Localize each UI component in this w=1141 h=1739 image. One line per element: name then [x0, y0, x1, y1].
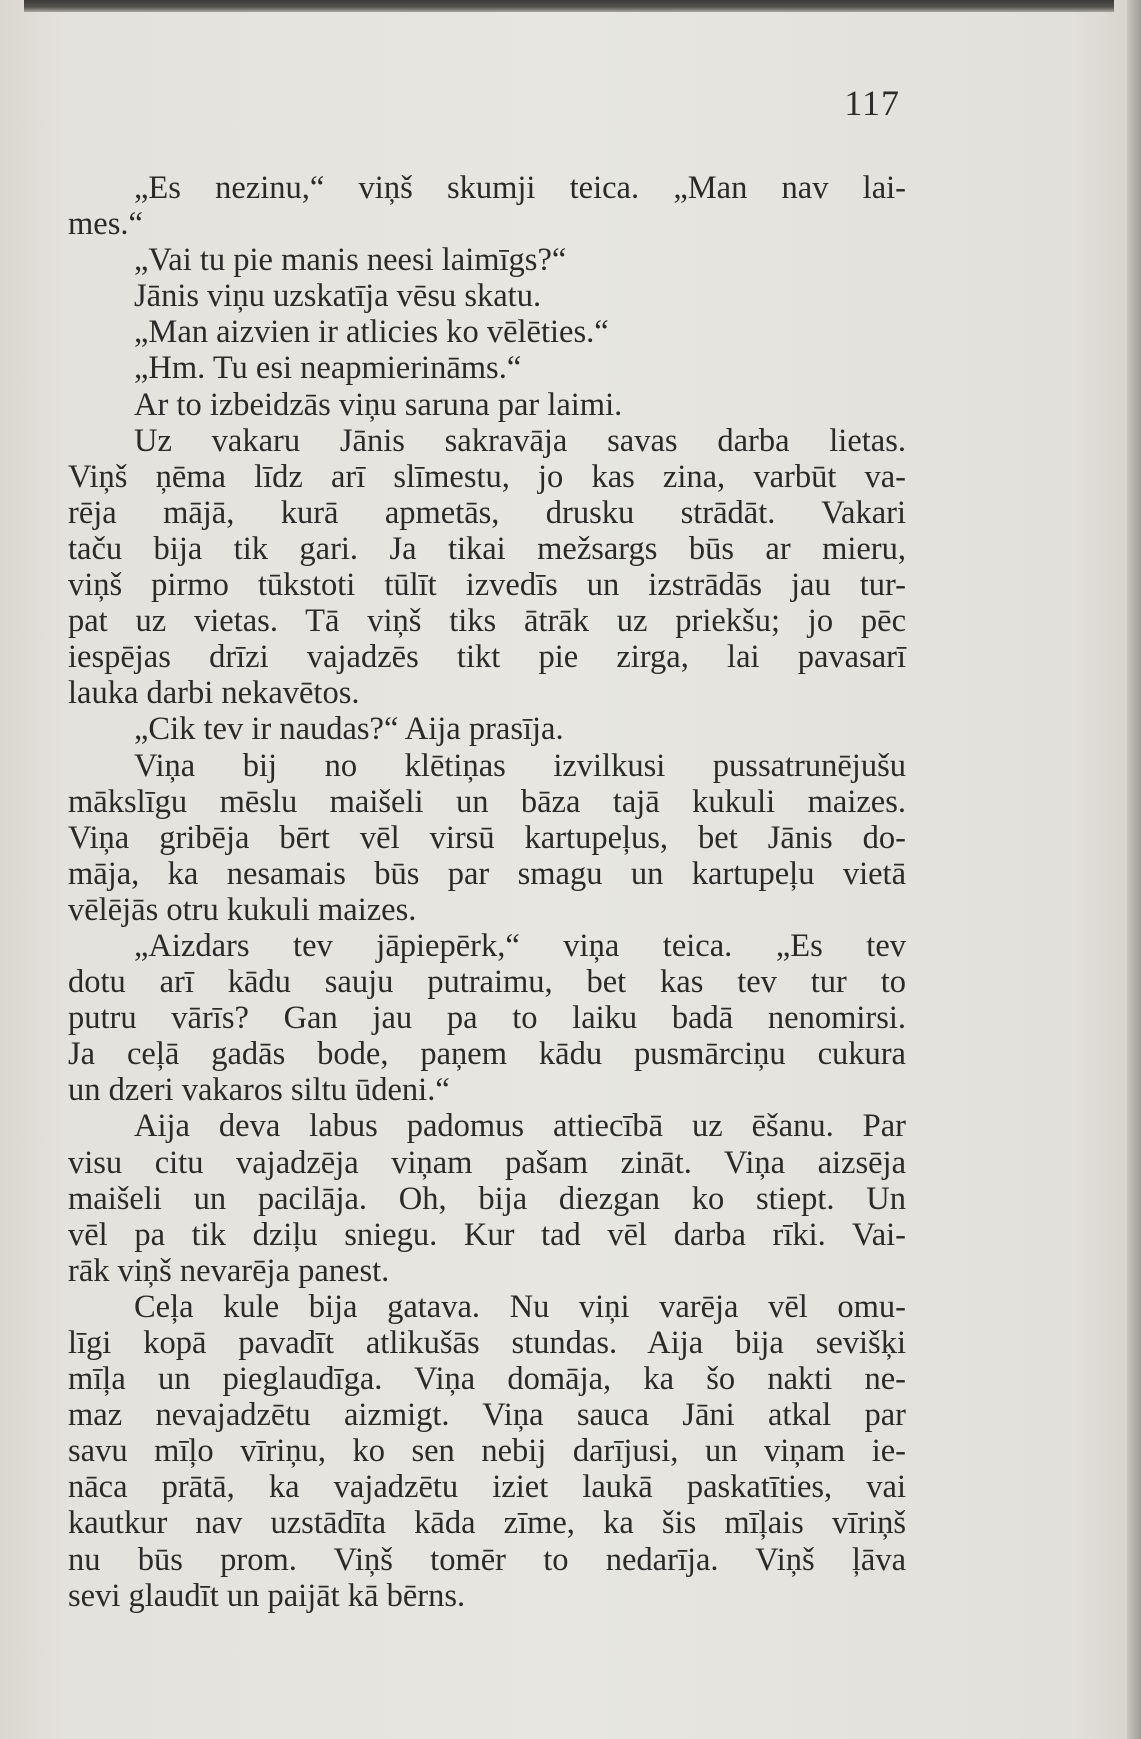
text-line: vēl pa tik dziļu sniegu. Kur tad vēl darba rīki. Vai- — [68, 1216, 906, 1253]
text-line: rāk viņš nevarēja panest. — [68, 1252, 390, 1289]
text-line: Ceļa kule bija gatava. Nu viņi varēja vēl omu- — [134, 1288, 906, 1325]
text-line: mes.“ — [68, 206, 143, 243]
body-text — [68, 170, 906, 1614]
text-line: lauka darbi nekavētos. — [68, 675, 360, 712]
text-line: savu mīļo vīriņu, ko sen nebij darījusi, un viņam ie- — [68, 1433, 906, 1470]
text-line: pat uz vietas. Tā viņš tiks ātrāk uz priekšu; jo pēc — [68, 603, 906, 640]
text-line: rēja mājā, kurā apmetās, drusku strādāt. Vakari — [68, 494, 906, 531]
text-line: „Es nezinu,“ viņš skumji teica. „Man nav lai- — [134, 170, 906, 206]
text-line: vēlējās otru kukuli maizes. — [68, 891, 417, 928]
page-top-edge — [24, 0, 1114, 12]
text-line: dotu arī kādu sauju putraimu, bet kas tev tur to — [68, 964, 906, 1001]
text-line: Viņš ņēma līdz arī slīmestu, jo kas zina, varbūt va- — [68, 458, 906, 495]
text-line: māja, ka nesamais būs par smagu un kartupeļu vietā — [68, 855, 906, 892]
text-line: „Cik tev ir naudas?“ Aija prasīja. — [134, 711, 564, 748]
text-line: „Hm. Tu esi neapmierināms.“ — [134, 350, 522, 387]
text-line: putru vārīs? Gan jau pa to laiku badā nenomirsi. — [68, 1000, 906, 1037]
text-line: Viņa gribēja bērt vēl virsū kartupeļus, bet Jānis do- — [68, 819, 906, 856]
text-line: „Aizdars tev jāpiepērk,“ viņa teica. „Es tev — [134, 927, 906, 964]
text-line: kautkur nav uzstādīta kāda zīme, ka šis mīļais vīriņš — [68, 1505, 906, 1542]
text-line: visu citu vajadzēja viņam pašam zināt. Viņa aizsēja — [68, 1144, 906, 1181]
text-line: Aija deva labus padomus attiecībā uz ēšanu. Par — [134, 1108, 906, 1145]
text-line: Ja ceļā gadās bode, paņem kādu pusmārciņu cukura — [68, 1036, 906, 1073]
text-line: līgi kopā pavadīt atlikušās stundas. Aija bija sevišķi — [68, 1325, 906, 1361]
text-line: Jānis viņu uzskatīja vēsu skatu. — [134, 278, 542, 315]
page-number: 117 — [844, 83, 900, 123]
page-right-edge — [1127, 0, 1141, 1739]
text-line: viņš pirmo tūkstoti tūlīt izvedīs un izstrādās jau tur- — [68, 567, 906, 604]
text-line: nu būs prom. Viņš tomēr to nedarīja. Viņš ļāva — [68, 1541, 906, 1578]
text-line: Uz vakaru Jānis sakravāja savas darba lietas. — [134, 422, 906, 459]
text-line: Ar to izbeidzās viņu saruna par laimi. — [134, 386, 623, 423]
text-line: sevi glaudīt un paijāt kā bērns. — [68, 1577, 466, 1614]
text-line: un dzeri vakaros siltu ūdeni.“ — [68, 1072, 450, 1109]
text-line: maz nevajadzētu aizmigt. Viņa sauca Jāni atkal par — [68, 1397, 906, 1434]
text-line: „Vai tu pie manis neesi laimīgs?“ — [134, 242, 567, 279]
text-line: mākslīgu mēslu maišeli un bāza tajā kukuli maizes. — [68, 783, 906, 820]
text-line: maišeli un pacilāja. Oh, bija diezgan ko stiept. Un — [68, 1180, 906, 1217]
text-line: mīļa un pieglaudīga. Viņa domāja, ka šo nakti ne- — [68, 1361, 906, 1398]
text-line: Viņa bij no klētiņas izvilkusi pussatrunējušu — [134, 747, 906, 784]
text-line: taču bija tik gari. Ja tikai mežsargs būs ar mieru, — [68, 530, 906, 567]
text-line: nāca prātā, ka vajadzētu iziet laukā paskatīties, vai — [68, 1469, 906, 1506]
text-line: iespējas drīzi vajadzēs tikt pie zirga, lai pavasarī — [68, 639, 906, 676]
text-line: „Man aizvien ir atlicies ko vēlēties.“ — [134, 314, 609, 351]
